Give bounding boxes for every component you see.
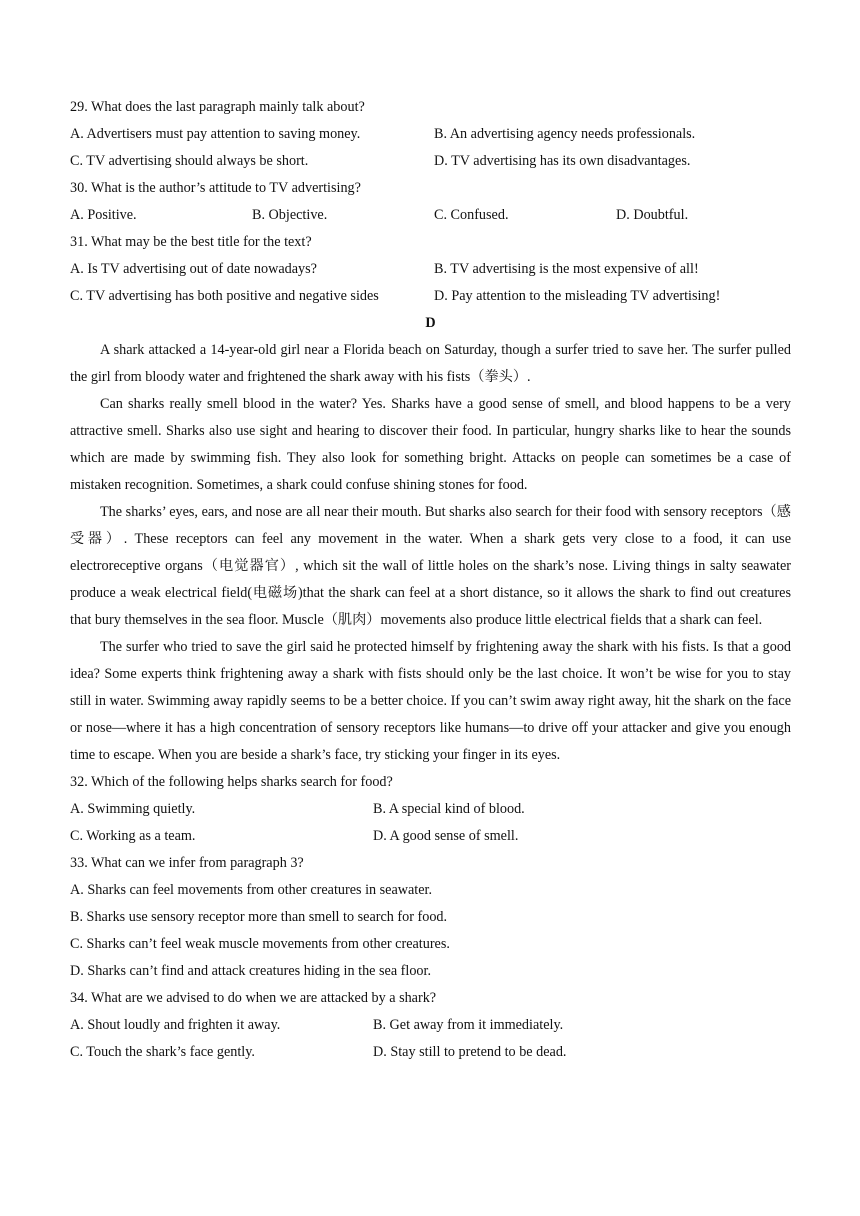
question-33-option-b: B. Sharks use sensory receptor more than smell to search for food. [70, 909, 448, 925]
question-31-option-a: A. Is TV advertising out of date nowadays? [70, 261, 317, 277]
question-30-option-b: B. Objective. [252, 207, 328, 223]
passage-paragraph-4: The surfer who tried to save the girl said he protected himself by frightening away the shark with his fists. Is that a good idea? Some experts think frightening away a shark with fists should only be the last choice. It won’t be wise for you to stay still in water. Swimming away rapidly seems to be a better choice. If you can’t swim away right away, hit the shark on the face or nose—where it has a high concentration of sensory receptors like humans—to drive off your attacker and give you enough time to escape. When you are beside a shark’s face, try sticking your finger in its eyes. [70, 639, 791, 763]
question-29-option-d: D. TV advertising has its own disadvantages. [434, 153, 691, 169]
passage-paragraph-1: A shark attacked a 14-year-old girl near a Florida beach on Saturday, though a surfer tried to save her. The surfer pulled the girl from bloody water and frightened the shark away with his fists（拳头）. [70, 342, 791, 385]
question-30-option-d: D. Doubtful. [616, 207, 689, 223]
passage-paragraph-3: The sharks’ eyes, ears, and nose are all near their mouth. But sharks also search for their food with sensory receptors（感受器）. These receptors can feel any movement in the water. When a shark gets very close to a food, it can use electroreceptive organs（电觉器官）, which sit the wall of little holes on the shark’s nose. Living things in salty seawater produce a weak electrical field(电磁场)that the shark can feel at a short distance, so it allows the shark to find out creatures that bury themselves in the sea floor. Muscle（肌肉）movements also produce little electrical fields that a shark can feel. [70, 504, 791, 628]
question-32-stem: 32. Which of the following helps sharks search for food? [70, 774, 393, 790]
question-30-options-row [70, 202, 791, 229]
question-34-stem: 34. What are we advised to do when we are attacked by a shark? [70, 990, 437, 1006]
question-29-option-a: A. Advertisers must pay attention to saving money. [70, 126, 361, 142]
question-30-option-c: C. Confused. [434, 207, 509, 223]
document-page [70, 94, 791, 1066]
question-32-option-b: B. A special kind of blood. [373, 801, 525, 817]
question-32-option-c: C. Working as a team. [70, 828, 196, 844]
question-31-option-b: B. TV advertising is the most expensive of all! [434, 261, 699, 277]
question-31-options-row-1 [70, 256, 791, 283]
question-33-option-c: C. Sharks can’t feel weak muscle movements from other creatures. [70, 936, 450, 952]
question-29-option-b: B. An advertising agency needs professionals. [434, 126, 696, 142]
question-31-option-c: C. TV advertising has both positive and negative sides [70, 288, 379, 304]
question-33-option-d: D. Sharks can’t find and attack creatures hiding in the sea floor. [70, 963, 432, 979]
question-34-option-b: B. Get away from it immediately. [373, 1017, 564, 1033]
question-34-options-row-1 [70, 1012, 791, 1039]
question-34-option-c: C. Touch the shark’s face gently. [70, 1044, 255, 1060]
question-32-options-row-1 [70, 796, 791, 823]
question-32-options-row-2 [70, 823, 791, 850]
question-34-option-d: D. Stay still to pretend to be dead. [373, 1044, 567, 1060]
question-33-option-a: A. Sharks can feel movements from other creatures in seawater. [70, 882, 433, 898]
question-30-stem: 30. What is the author’s attitude to TV advertising? [70, 180, 361, 196]
question-31-option-d: D. Pay attention to the misleading TV advertising! [434, 288, 721, 304]
question-31-stem: 31. What may be the best title for the text? [70, 234, 312, 250]
question-29-options-row-1 [70, 121, 791, 148]
passage-paragraph-2: Can sharks really smell blood in the water? Yes. Sharks have a good sense of smell, and blood happens to be a very attractive smell. Sharks also use sight and hearing to discover their food. In particular, hungry sharks like to hear the sounds which are made by swimming fish. They also look for something bright. Attacks on people can sometimes be a case of mistaken recognition. Sometimes, a shark could confuse shining stones for food. [70, 396, 791, 493]
question-29-option-c: C. TV advertising should always be short. [70, 153, 309, 169]
question-32-option-d: D. A good sense of smell. [373, 828, 519, 844]
question-34-option-a: A. Shout loudly and frighten it away. [70, 1017, 281, 1033]
question-31-options-row-2 [70, 283, 791, 310]
question-33-stem: 33. What can we infer from paragraph 3? [70, 855, 304, 871]
question-29-stem: 29. What does the last paragraph mainly talk about? [70, 99, 365, 115]
question-29-options-row-2 [70, 148, 791, 175]
question-34-options-row-2 [70, 1039, 791, 1066]
question-30-option-a: A. Positive. [70, 207, 137, 223]
question-32-option-a: A. Swimming quietly. [70, 801, 196, 817]
section-heading-d: D [425, 315, 436, 331]
